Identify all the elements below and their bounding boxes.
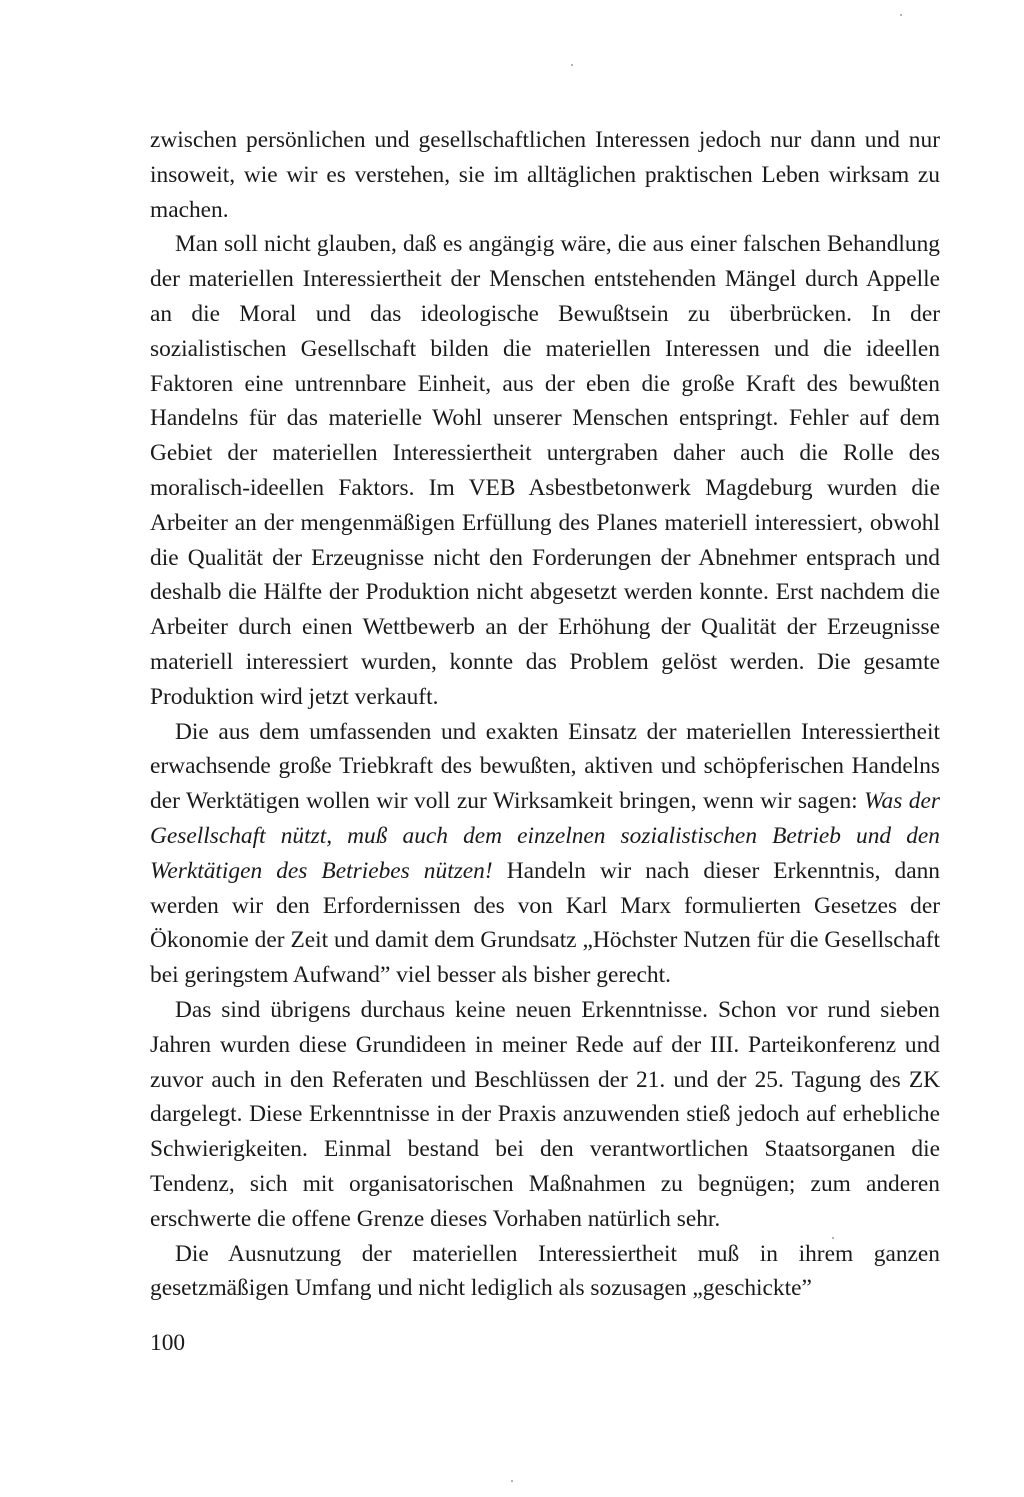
paragraph-4 — [150, 993, 940, 1237]
scan-speck — [832, 1237, 834, 1239]
scan-speck — [900, 14, 902, 16]
body-text: Die Ausnutzung der materiellen Interessiertheit muß in ihrem ganzen gesetzmäßigen Umfang und nicht lediglich als sozusagen „geschickte” — [150, 1240, 940, 1302]
body-text: Das sind übrigens durchaus keine neuen Erkenntnisse. Schon vor rund sieben Jahren wurden diese Grundideen in meiner Rede auf der III. Parteikonferenz und zuvor auch in den Referaten und Beschlüssen der 21. und der 25. Tagung des ZK dargelegt. Diese Erkenntnisse in der Praxis anzuwenden stieß jedoch auf erhebliche Schwierigkeiten. Einmal bestand bei den verantwortlichen Staatsorganen die Tendenz, sich mit organisatorischen Maßnahmen zu begnügen; zum anderen erschwerte die offene Grenze dieses Vorhaben natürlich sehr. — [150, 996, 940, 1232]
paragraph-1 — [150, 123, 940, 227]
body-text: Die aus dem umfassenden und exakten Einsatz der materiellen Interessiertheit erwachsende große Triebkraft des bewußten, aktiven und schöpferischen Handelns der Werktätigen wollen wir voll zur Wirksamkeit bringen, wenn wir sagen: — [150, 718, 940, 815]
body-text: Handeln wir nach dieser Erkenntnis, dann werden wir den Erfordernissen des von Karl Marx formulierten Gesetzes der Ökonomie der Zeit und damit dem Grundsatz „Höchster Nutzen für die Gesellschaft bei geringstem Aufwand” viel besser als bisher gerecht. — [150, 857, 940, 989]
page-number: 100 — [150, 1330, 186, 1356]
paragraph-2 — [150, 227, 940, 714]
paragraph-3 — [150, 715, 940, 993]
paragraph-5 — [150, 1237, 940, 1307]
emphasis-text: Was der Gesellschaft nützt, muß auch dem einzelnen sozialistischen Betrieb und den Werktätigen des Betriebes nützen! — [150, 788, 940, 884]
scan-speck — [511, 1480, 513, 1482]
scan-speck — [571, 64, 573, 66]
body-text: Man soll nicht glauben, daß es angängig wäre, die aus einer falschen Behandlung der materiellen Interessiertheit der Menschen entstehenden Mängel durch Appelle an die Moral und das ideologische Bewußtsein zu überbrücken. In der sozialistischen Gesellschaft bilden die materiellen Interessen und die ideellen Faktoren eine untrennbare Einheit, aus der eben die große Kraft des bewußten Handelns für das materielle Wohl unserer Menschen entspringt. Fehler auf dem Gebiet der materiellen Interessiertheit untergraben daher auch die Rolle des moralisch-ideellen Faktors. Im VEB Asbestbetonwerk Magdeburg wurden die Arbeiter an der mengenmäßigen Erfüllung des Planes materiell interessiert, obwohl die Qualität der Erzeugnisse nicht den Forderungen der Abnehmer entsprach und deshalb die Hälfte der Produktion nicht abgesetzt werden konnte. Erst nachdem die Arbeiter durch einen Wettbewerb an der Erhöhung der Qualität der Erzeugnisse materiell interessiert wurden, konnte das Problem gelöst werden. Die gesamte Produktion wird jetzt verkauft. — [150, 231, 940, 710]
page-body — [150, 123, 940, 1306]
body-text: zwischen persönlichen und gesellschaftlichen Interessen jedoch nur dann und nur insoweit, wie wir es verstehen, sie im alltäglichen praktischen Leben wirksam zu machen. — [150, 127, 940, 223]
